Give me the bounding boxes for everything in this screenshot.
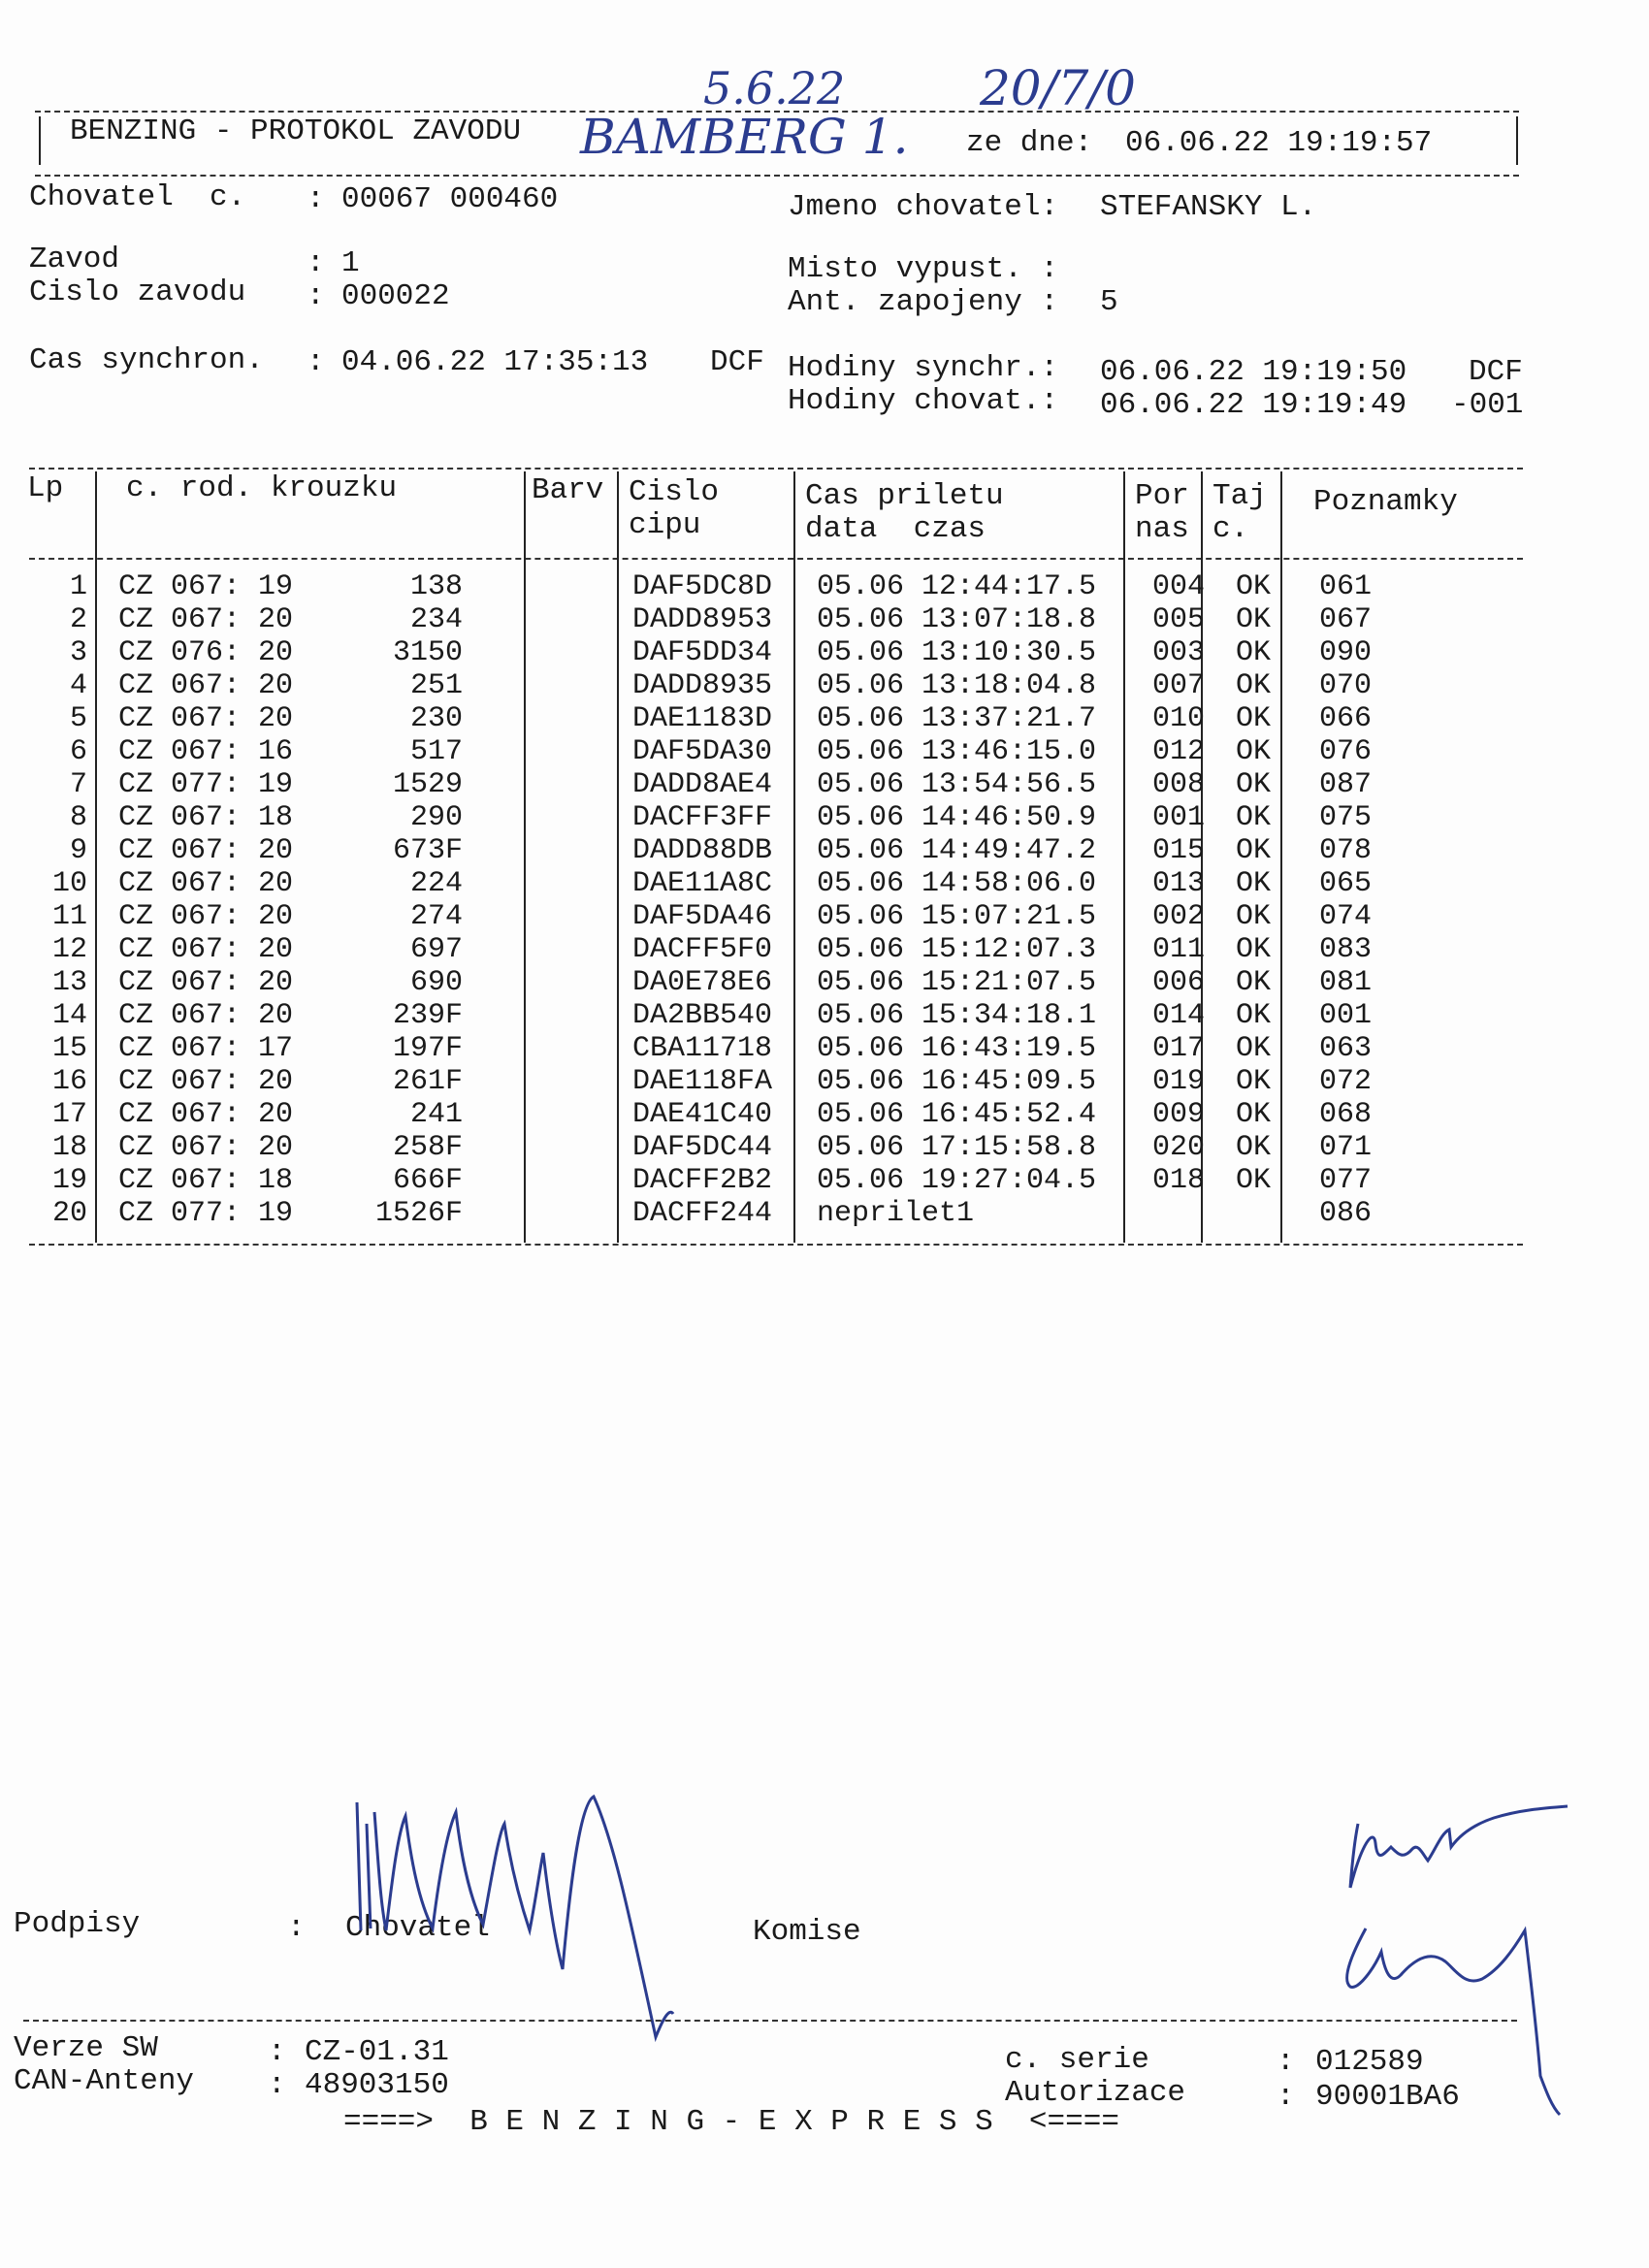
row-chip: DACFF244 xyxy=(632,1197,773,1230)
ring-number: 197F xyxy=(392,1032,463,1065)
row-chip: DACFF2B2 xyxy=(632,1164,773,1197)
footer-rule xyxy=(23,2020,1517,2022)
row-lp: 2 xyxy=(69,603,87,636)
row-taj: OK xyxy=(1236,1098,1272,1131)
row-chip: DAE1183D xyxy=(632,702,773,735)
row-lp: 4 xyxy=(69,669,87,702)
row-time: 05.06 13:54:56.5 xyxy=(817,768,1097,801)
row-por: 004 xyxy=(1152,570,1206,603)
row-time: 05.06 16:43:19.5 xyxy=(817,1032,1097,1065)
ring-number: 290 xyxy=(409,801,463,834)
row-taj: OK xyxy=(1236,801,1272,834)
row-taj: OK xyxy=(1236,1032,1272,1065)
ring-prefix: CZ 077: 19 xyxy=(118,1197,294,1230)
row-poznamky: 061 xyxy=(1319,570,1373,603)
ring-number: 1526F xyxy=(374,1197,463,1230)
ring-number: 241 xyxy=(409,1098,463,1131)
serie-value: 012589 xyxy=(1315,2045,1424,2079)
row-chip: DAE41C40 xyxy=(632,1098,773,1131)
row-time: 05.06 16:45:09.5 xyxy=(817,1065,1097,1098)
row-lp: 16 xyxy=(51,1065,87,1098)
row-chip: CBA11718 xyxy=(632,1032,773,1065)
row-lp: 1 xyxy=(69,570,87,603)
zavod-label: Zavod xyxy=(29,243,120,276)
colon: : xyxy=(307,182,325,216)
row-por: 007 xyxy=(1152,669,1206,702)
row-lp: 19 xyxy=(51,1164,87,1197)
row-chip: DADD8953 xyxy=(632,603,773,636)
handwritten-place: BAMBERG 1. xyxy=(580,109,909,165)
row-por: 017 xyxy=(1152,1032,1206,1065)
header-por-2: nas xyxy=(1135,512,1189,546)
row-poznamky: 001 xyxy=(1319,999,1373,1032)
cislo-zavodu-label: Cislo zavodu xyxy=(29,275,246,309)
row-chip: DADD88DB xyxy=(632,834,773,867)
serie-label: c. serie xyxy=(1005,2043,1149,2077)
ring-number: 239F xyxy=(392,999,463,1032)
header-ring: c. rod. krouzku xyxy=(126,471,398,505)
ring-prefix: CZ 067: 17 xyxy=(118,1032,294,1065)
handwritten-code: 20/7/0 xyxy=(980,60,1136,116)
ring-prefix: CZ 067: 20 xyxy=(118,933,294,966)
ring-prefix: CZ 067: 20 xyxy=(118,1098,294,1131)
row-lp: 17 xyxy=(51,1098,87,1131)
row-taj: OK xyxy=(1236,1065,1272,1098)
colon: : xyxy=(307,279,325,313)
ring-number: 673F xyxy=(392,834,463,867)
row-chip: DACFF5F0 xyxy=(632,933,773,966)
verze-value: CZ-01.31 xyxy=(305,2035,449,2069)
can-value: 48903150 xyxy=(305,2068,449,2102)
header-por-1: Por xyxy=(1135,479,1189,513)
autor-label: Autorizace xyxy=(1005,2076,1186,2110)
ring-prefix: CZ 067: 20 xyxy=(118,867,294,900)
ring-prefix: CZ 067: 20 xyxy=(118,900,294,933)
ring-prefix: CZ 076: 20 xyxy=(118,636,294,669)
row-time: 05.06 17:15:58.8 xyxy=(817,1131,1097,1164)
row-time: 05.06 15:07:21.5 xyxy=(817,900,1097,933)
row-time: 05.06 15:34:18.1 xyxy=(817,999,1097,1032)
row-time: 05.06 14:58:06.0 xyxy=(817,867,1097,900)
row-poznamky: 063 xyxy=(1319,1032,1373,1065)
row-chip: DAF5DA30 xyxy=(632,735,773,768)
ring-prefix: CZ 067: 19 xyxy=(118,570,294,603)
row-lp: 9 xyxy=(69,834,87,867)
cas-synchron-value: 04.06.22 17:35:13 xyxy=(341,345,649,379)
misto-label: Misto vypust. : xyxy=(788,252,1059,286)
protocol-title: BENZING - PROTOKOL ZAVODU xyxy=(70,114,522,148)
ring-number: 138 xyxy=(409,570,463,603)
row-poznamky: 065 xyxy=(1319,867,1373,900)
ring-number: 230 xyxy=(409,702,463,735)
row-taj: OK xyxy=(1236,834,1272,867)
row-por: 020 xyxy=(1152,1131,1206,1164)
row-poznamky: 067 xyxy=(1319,603,1373,636)
colon: : xyxy=(268,2068,286,2102)
ring-prefix: CZ 067: 20 xyxy=(118,1065,294,1098)
ant-value: 5 xyxy=(1100,285,1118,319)
row-poznamky: 066 xyxy=(1319,702,1373,735)
row-taj: OK xyxy=(1236,735,1272,768)
ring-number: 3150 xyxy=(392,636,463,669)
ring-prefix: CZ 067: 20 xyxy=(118,966,294,999)
row-lp: 18 xyxy=(51,1131,87,1164)
row-poznamky: 076 xyxy=(1319,735,1373,768)
komise-label: Komise xyxy=(753,1915,861,1949)
hodiny-chovat-label: Hodiny chovat.: xyxy=(788,384,1059,418)
header-chip-2: cipu xyxy=(629,508,701,542)
benzing-express-brand: ====> B E N Z I N G - E X P R E S S <==== xyxy=(343,2105,1119,2139)
cislo-zavodu-value: 000022 xyxy=(341,279,450,313)
row-lp: 10 xyxy=(51,867,87,900)
row-por: 019 xyxy=(1152,1065,1206,1098)
hodiny-synchr-label: Hodiny synchr.: xyxy=(788,351,1059,385)
header-time-2: data czas xyxy=(805,512,986,546)
commission-signature-1 xyxy=(1350,1806,1568,1888)
row-time: 05.06 15:21:07.5 xyxy=(817,966,1097,999)
cas-synchron-label: Cas synchron. xyxy=(29,343,264,377)
colon: : xyxy=(1277,2080,1295,2114)
row-time: 05.06 14:49:47.2 xyxy=(817,834,1097,867)
row-time: neprilet1 xyxy=(817,1197,975,1230)
hodiny-chovat-value: 06.06.22 19:19:49 xyxy=(1100,388,1407,422)
row-lp: 6 xyxy=(69,735,87,768)
row-taj: OK xyxy=(1236,570,1272,603)
header-barv: Barv xyxy=(532,473,604,507)
row-lp: 15 xyxy=(51,1032,87,1065)
ring-prefix: CZ 067: 16 xyxy=(118,735,294,768)
row-por: 015 xyxy=(1152,834,1206,867)
header-poznamky: Poznamky xyxy=(1313,485,1458,519)
row-poznamky: 087 xyxy=(1319,768,1373,801)
hodiny-synchr-value: 06.06.22 19:19:50 xyxy=(1100,355,1407,389)
row-poznamky: 077 xyxy=(1319,1164,1373,1197)
ring-number: 697 xyxy=(409,933,463,966)
handwritten-date: 5.6.22 xyxy=(703,62,846,114)
row-chip: DA0E78E6 xyxy=(632,966,773,999)
row-por: 010 xyxy=(1152,702,1206,735)
row-chip: DADD8935 xyxy=(632,669,773,702)
autor-value: 90001BA6 xyxy=(1315,2080,1460,2114)
row-taj: OK xyxy=(1236,603,1272,636)
row-taj: OK xyxy=(1236,933,1272,966)
row-time: 05.06 19:27:04.5 xyxy=(817,1164,1097,1197)
ring-number: 1529 xyxy=(392,768,463,801)
row-lp: 20 xyxy=(51,1197,87,1230)
header-chip-1: Cislo xyxy=(629,475,720,509)
row-chip: DA2BB540 xyxy=(632,999,773,1032)
row-time: 05.06 13:10:30.5 xyxy=(817,636,1097,669)
row-por: 014 xyxy=(1152,999,1206,1032)
row-poznamky: 083 xyxy=(1319,933,1373,966)
row-lp: 12 xyxy=(51,933,87,966)
row-por: 012 xyxy=(1152,735,1206,768)
verze-label: Verze SW xyxy=(14,2031,158,2065)
row-taj: OK xyxy=(1236,999,1272,1032)
ant-label: Ant. zapojeny : xyxy=(788,285,1059,319)
row-lp: 11 xyxy=(51,900,87,933)
row-chip: DADD8AE4 xyxy=(632,768,773,801)
header-time-1: Cas priletu xyxy=(805,479,1004,513)
row-por: 013 xyxy=(1152,867,1206,900)
row-taj: OK xyxy=(1236,900,1272,933)
row-time: 05.06 12:44:17.5 xyxy=(817,570,1097,603)
row-lp: 5 xyxy=(69,702,87,735)
row-por: 008 xyxy=(1152,768,1206,801)
row-por: 003 xyxy=(1152,636,1206,669)
row-poznamky: 075 xyxy=(1319,801,1373,834)
ring-number: 274 xyxy=(409,900,463,933)
row-lp: 14 xyxy=(51,999,87,1032)
row-taj: OK xyxy=(1236,966,1272,999)
row-taj: OK xyxy=(1236,1131,1272,1164)
ring-number: 261F xyxy=(392,1065,463,1098)
row-taj: OK xyxy=(1236,702,1272,735)
row-lp: 7 xyxy=(69,768,87,801)
header-lp: Lp xyxy=(27,471,64,505)
row-poznamky: 070 xyxy=(1319,669,1373,702)
row-por: 018 xyxy=(1152,1164,1206,1197)
row-por: 009 xyxy=(1152,1098,1206,1131)
row-por: 011 xyxy=(1152,933,1206,966)
colon: : xyxy=(307,246,325,280)
ring-prefix: CZ 077: 19 xyxy=(118,768,294,801)
row-poznamky: 071 xyxy=(1319,1131,1373,1164)
ring-prefix: CZ 067: 20 xyxy=(118,999,294,1032)
ring-number: 666F xyxy=(392,1164,463,1197)
row-poznamky: 081 xyxy=(1319,966,1373,999)
row-taj: OK xyxy=(1236,867,1272,900)
ring-number: 258F xyxy=(392,1131,463,1164)
ring-prefix: CZ 067: 18 xyxy=(118,1164,294,1197)
row-time: 05.06 15:12:07.3 xyxy=(817,933,1097,966)
can-label: CAN-Anteny xyxy=(14,2064,195,2098)
row-taj: OK xyxy=(1236,768,1272,801)
row-por: 005 xyxy=(1152,603,1206,636)
row-poznamky: 068 xyxy=(1319,1098,1373,1131)
row-taj: OK xyxy=(1236,1164,1272,1197)
chovatel-value: 00067 000460 xyxy=(341,182,559,216)
row-time: 05.06 16:45:52.4 xyxy=(817,1098,1097,1131)
podpisy-colon: : xyxy=(287,1911,306,1945)
row-lp: 8 xyxy=(69,801,87,834)
header-taj-2: c. xyxy=(1212,512,1249,546)
ring-prefix: CZ 067: 20 xyxy=(118,603,294,636)
row-lp: 3 xyxy=(69,636,87,669)
row-taj: OK xyxy=(1236,636,1272,669)
podpisy-label: Podpisy xyxy=(14,1907,141,1941)
colon: : xyxy=(1277,2045,1295,2079)
row-chip: DAF5DC44 xyxy=(632,1131,773,1164)
chovatel-sign-label: Chovatel xyxy=(345,1911,490,1945)
colon: : xyxy=(307,345,325,379)
ring-prefix: CZ 067: 18 xyxy=(118,801,294,834)
ring-number: 234 xyxy=(409,603,463,636)
row-por: 001 xyxy=(1152,801,1206,834)
ring-prefix: CZ 067: 20 xyxy=(118,669,294,702)
colon: : xyxy=(268,2035,286,2069)
row-time: 05.06 13:37:21.7 xyxy=(817,702,1097,735)
header-taj-1: Taj xyxy=(1212,479,1267,513)
row-poznamky: 072 xyxy=(1319,1065,1373,1098)
ring-number: 224 xyxy=(409,867,463,900)
ring-prefix: CZ 067: 20 xyxy=(118,702,294,735)
hodiny-chovat-source: -001 xyxy=(1451,388,1524,422)
row-taj: OK xyxy=(1236,669,1272,702)
row-chip: DAF5DA46 xyxy=(632,900,773,933)
row-time: 05.06 13:18:04.8 xyxy=(817,669,1097,702)
row-poznamky: 086 xyxy=(1319,1197,1373,1230)
ring-number: 517 xyxy=(409,735,463,768)
cas-synchron-source: DCF xyxy=(710,345,764,379)
ring-number: 251 xyxy=(409,669,463,702)
ring-prefix: CZ 067: 20 xyxy=(118,1131,294,1164)
row-por: 002 xyxy=(1152,900,1206,933)
row-poznamky: 090 xyxy=(1319,636,1373,669)
row-lp: 13 xyxy=(51,966,87,999)
date-label: ze dne: xyxy=(966,126,1093,160)
row-chip: DACFF3FF xyxy=(632,801,773,834)
row-time: 05.06 13:07:18.8 xyxy=(817,603,1097,636)
jmeno-label: Jmeno chovatel: xyxy=(788,190,1059,224)
row-chip: DAE118FA xyxy=(632,1065,773,1098)
row-chip: DAF5DD34 xyxy=(632,636,773,669)
chovatel-label: Chovatel c. xyxy=(29,180,246,214)
jmeno-value: STEFANSKY L. xyxy=(1100,190,1317,224)
row-poznamky: 074 xyxy=(1319,900,1373,933)
row-time: 05.06 13:46:15.0 xyxy=(817,735,1097,768)
ring-number: 690 xyxy=(409,966,463,999)
date-value: 06.06.22 19:19:57 xyxy=(1125,126,1433,160)
ring-prefix: CZ 067: 20 xyxy=(118,834,294,867)
hodiny-synchr-source: DCF xyxy=(1469,355,1523,389)
row-time: 05.06 14:46:50.9 xyxy=(817,801,1097,834)
breeder-signature xyxy=(357,1797,673,2037)
row-chip: DAF5DC8D xyxy=(632,570,773,603)
row-chip: DAE11A8C xyxy=(632,867,773,900)
zavod-value: 1 xyxy=(341,246,360,280)
row-por: 006 xyxy=(1152,966,1206,999)
row-poznamky: 078 xyxy=(1319,834,1373,867)
